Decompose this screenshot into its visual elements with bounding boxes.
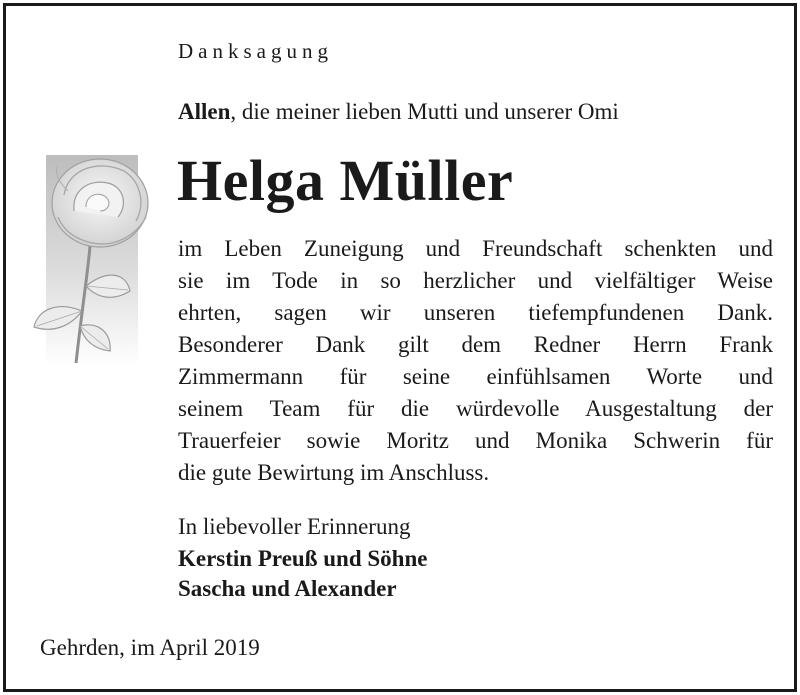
notice-heading: Danksagung	[178, 39, 333, 63]
body-line: Trauerfeier sowie Moritz und Monika Schwerin für	[178, 428, 773, 453]
intro-text: , die meiner lieben Mutti und unserer Omi	[230, 99, 619, 124]
body-line: sie im Tode in so herzlicher und vielfältiger Weise	[178, 268, 773, 293]
signature-line: Kerstin Preuß und Söhne	[178, 546, 428, 571]
signature-line: Sascha und Alexander	[178, 576, 397, 601]
body-line: ehrten, sagen wir unseren tiefempfundenen Dank.	[178, 300, 773, 325]
thank-you-body	[178, 233, 773, 489]
obituary-thank-you-notice	[3, 3, 797, 692]
place-and-date: Gehrden, im April 2019	[40, 635, 260, 660]
body-line: im Leben Zuneigung und Freundschaft schenkten und	[178, 236, 773, 261]
body-line: die gute Bewirtung im Anschluss.	[178, 460, 490, 485]
intro-line	[178, 98, 619, 126]
body-line: seinem Team für die würdevolle Ausgestaltung der	[178, 396, 773, 421]
body-line: Besonderer Dank gilt dem Redner Herrn Frank	[178, 332, 773, 357]
deceased-name: Helga Müller	[177, 148, 514, 213]
body-line: Zimmermann für seine einfühlsamen Worte und	[178, 364, 773, 389]
rose-icon	[28, 151, 163, 366]
closing-phrase: In liebevoller Erinnerung	[178, 514, 411, 539]
intro-bold-word: Allen	[178, 99, 231, 124]
